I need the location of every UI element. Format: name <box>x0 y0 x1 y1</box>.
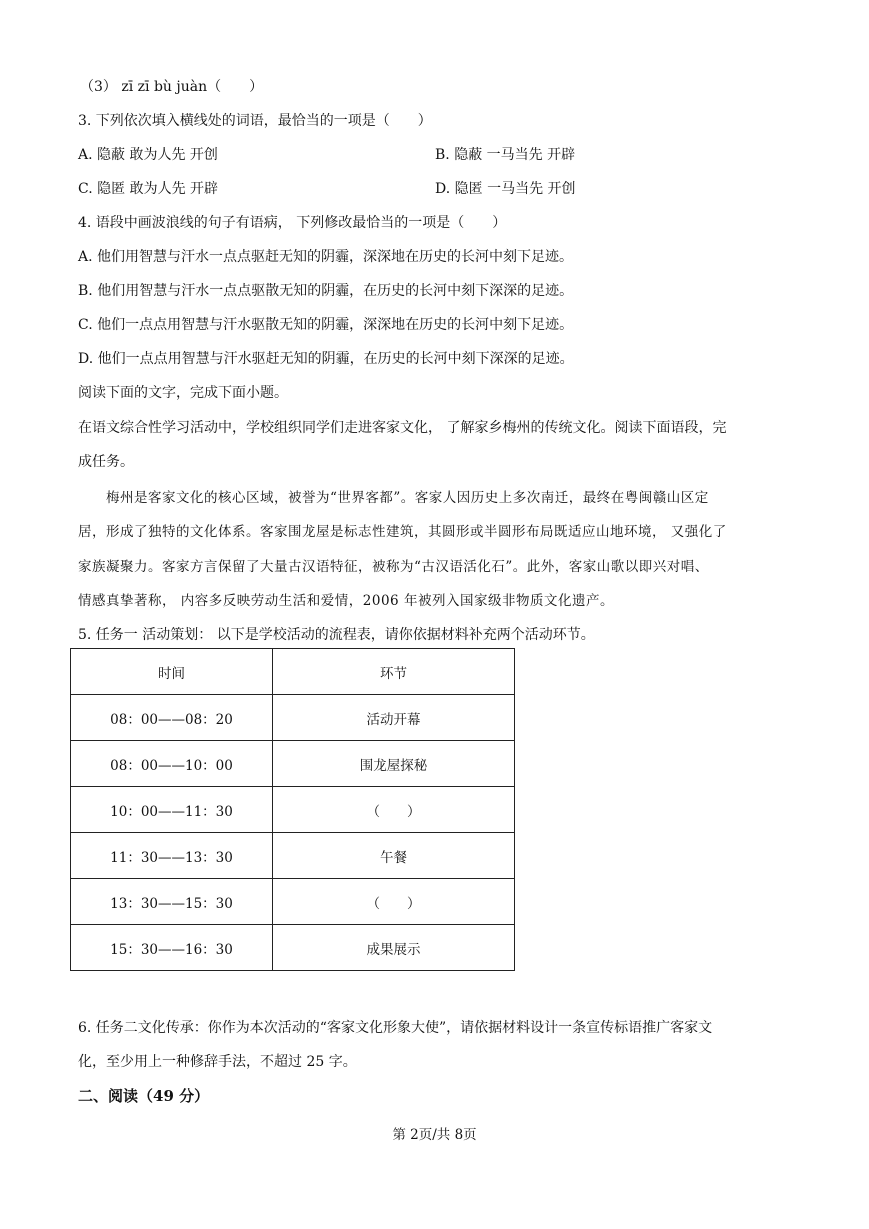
passage-line-1: 梅州是客家文化的核心区域，被誉为“世界客都”。客家人因历史上多次南迁，最终在粤闽赣山区定 <box>78 490 709 506</box>
table-row <box>71 787 515 833</box>
q3-option-d: D. 隐匿 一马当先 开创 <box>435 181 576 197</box>
table-row <box>71 925 515 971</box>
q3-option-b: B. 隐蔽 一马当先 开辟 <box>435 147 576 163</box>
passage-line-2: 居，形成了独特的文化体系。客家围龙屋是标志性建筑，其圆形或半圆形布局既适应山地环境， 又强化了 <box>78 524 727 540</box>
q3-stem: 3. 下列依次填入横线处的词语，最恰当的一项是（ ） <box>78 113 432 129</box>
table-cell-time: 11：30——13：30 <box>71 833 273 879</box>
table-cell-time: 15：30——16：30 <box>71 925 273 971</box>
context-line-2: 成任务。 <box>78 454 134 470</box>
table-cell-blank: （ ） <box>273 879 515 925</box>
table-cell-segment: 围龙屋探秘 <box>273 741 515 787</box>
section-heading: 二、阅读（49 分） <box>78 1087 210 1105</box>
passage-line-4: 情感真挚著称， 内容多反映劳动生活和爱情，2006 年被列入国家级非物质文化遗产。 <box>78 593 614 609</box>
table-cell-time: 08：00——10：00 <box>71 741 273 787</box>
q4-option-a: A. 他们用智慧与汗水一点点驱赶无知的阴霾，深深地在历史的长河中刻下足迹。 <box>78 249 574 265</box>
q4-option-c: C. 他们一点点用智慧与汗水驱散无知的阴霾，深深地在历史的长河中刻下足迹。 <box>78 317 574 333</box>
q4-stem: 4. 语段中画波浪线的句子有语病， 下列修改最恰当的一项是（ ） <box>78 215 507 231</box>
passage-line-3: 家族凝聚力。客家方言保留了大量古汉语特征，被称为“古汉语活化石”。此外，客家山歌以即兴对唱、 <box>78 559 709 575</box>
table-cell-time: 13：30——15：30 <box>71 879 273 925</box>
table-cell-time: 10：00——11：30 <box>71 787 273 833</box>
table-cell-time: 08：00——08：20 <box>71 695 273 741</box>
table-row <box>71 741 515 787</box>
reading-intro: 阅读下面的文字，完成下面小题。 <box>78 385 288 401</box>
table-header-segment: 环节 <box>273 649 515 695</box>
table-row <box>71 695 515 741</box>
q4-option-d: D. 他们一点点用智慧与汗水驱赶无知的阴霾，在历史的长河中刻下深深的足迹。 <box>78 351 574 367</box>
q3-option-c: C. 隐匿 敢为人先 开辟 <box>78 181 219 197</box>
q3-option-a: A. 隐蔽 敢为人先 开创 <box>78 147 218 163</box>
activity-schedule-table <box>70 648 515 971</box>
table-header-time: 时间 <box>71 649 273 695</box>
q6-line-2: 化，至少用上一种修辞手法，不超过 25 字。 <box>78 1054 357 1070</box>
table-row <box>71 879 515 925</box>
table-cell-blank: （ ） <box>273 787 515 833</box>
page-number-footer: 第 2页/共 8页 <box>392 1127 477 1143</box>
table-header-row <box>71 649 515 695</box>
q2-item-3: （3） zī zī bù juàn（ ） <box>80 79 264 95</box>
q5-stem: 5. 任务一 活动策划： 以下是学校活动的流程表，请你依据材料补充两个活动环节。 <box>78 627 595 643</box>
table-row <box>71 833 515 879</box>
context-line-1: 在语文综合性学习活动中，学校组织同学们走进客家文化， 了解家乡梅州的传统文化。阅读下面语段，完 <box>78 420 727 436</box>
table-cell-segment: 成果展示 <box>273 925 515 971</box>
q6-line-1: 6. 任务二文化传承：你作为本次活动的“客家文化形象大使”，请依据材料设计一条宣传标语推广客家文 <box>78 1020 713 1036</box>
table-cell-segment: 活动开幕 <box>273 695 515 741</box>
table-cell-segment: 午餐 <box>273 833 515 879</box>
q4-option-b: B. 他们用智慧与汗水一点点驱散无知的阴霾，在历史的长河中刻下深深的足迹。 <box>78 283 574 299</box>
